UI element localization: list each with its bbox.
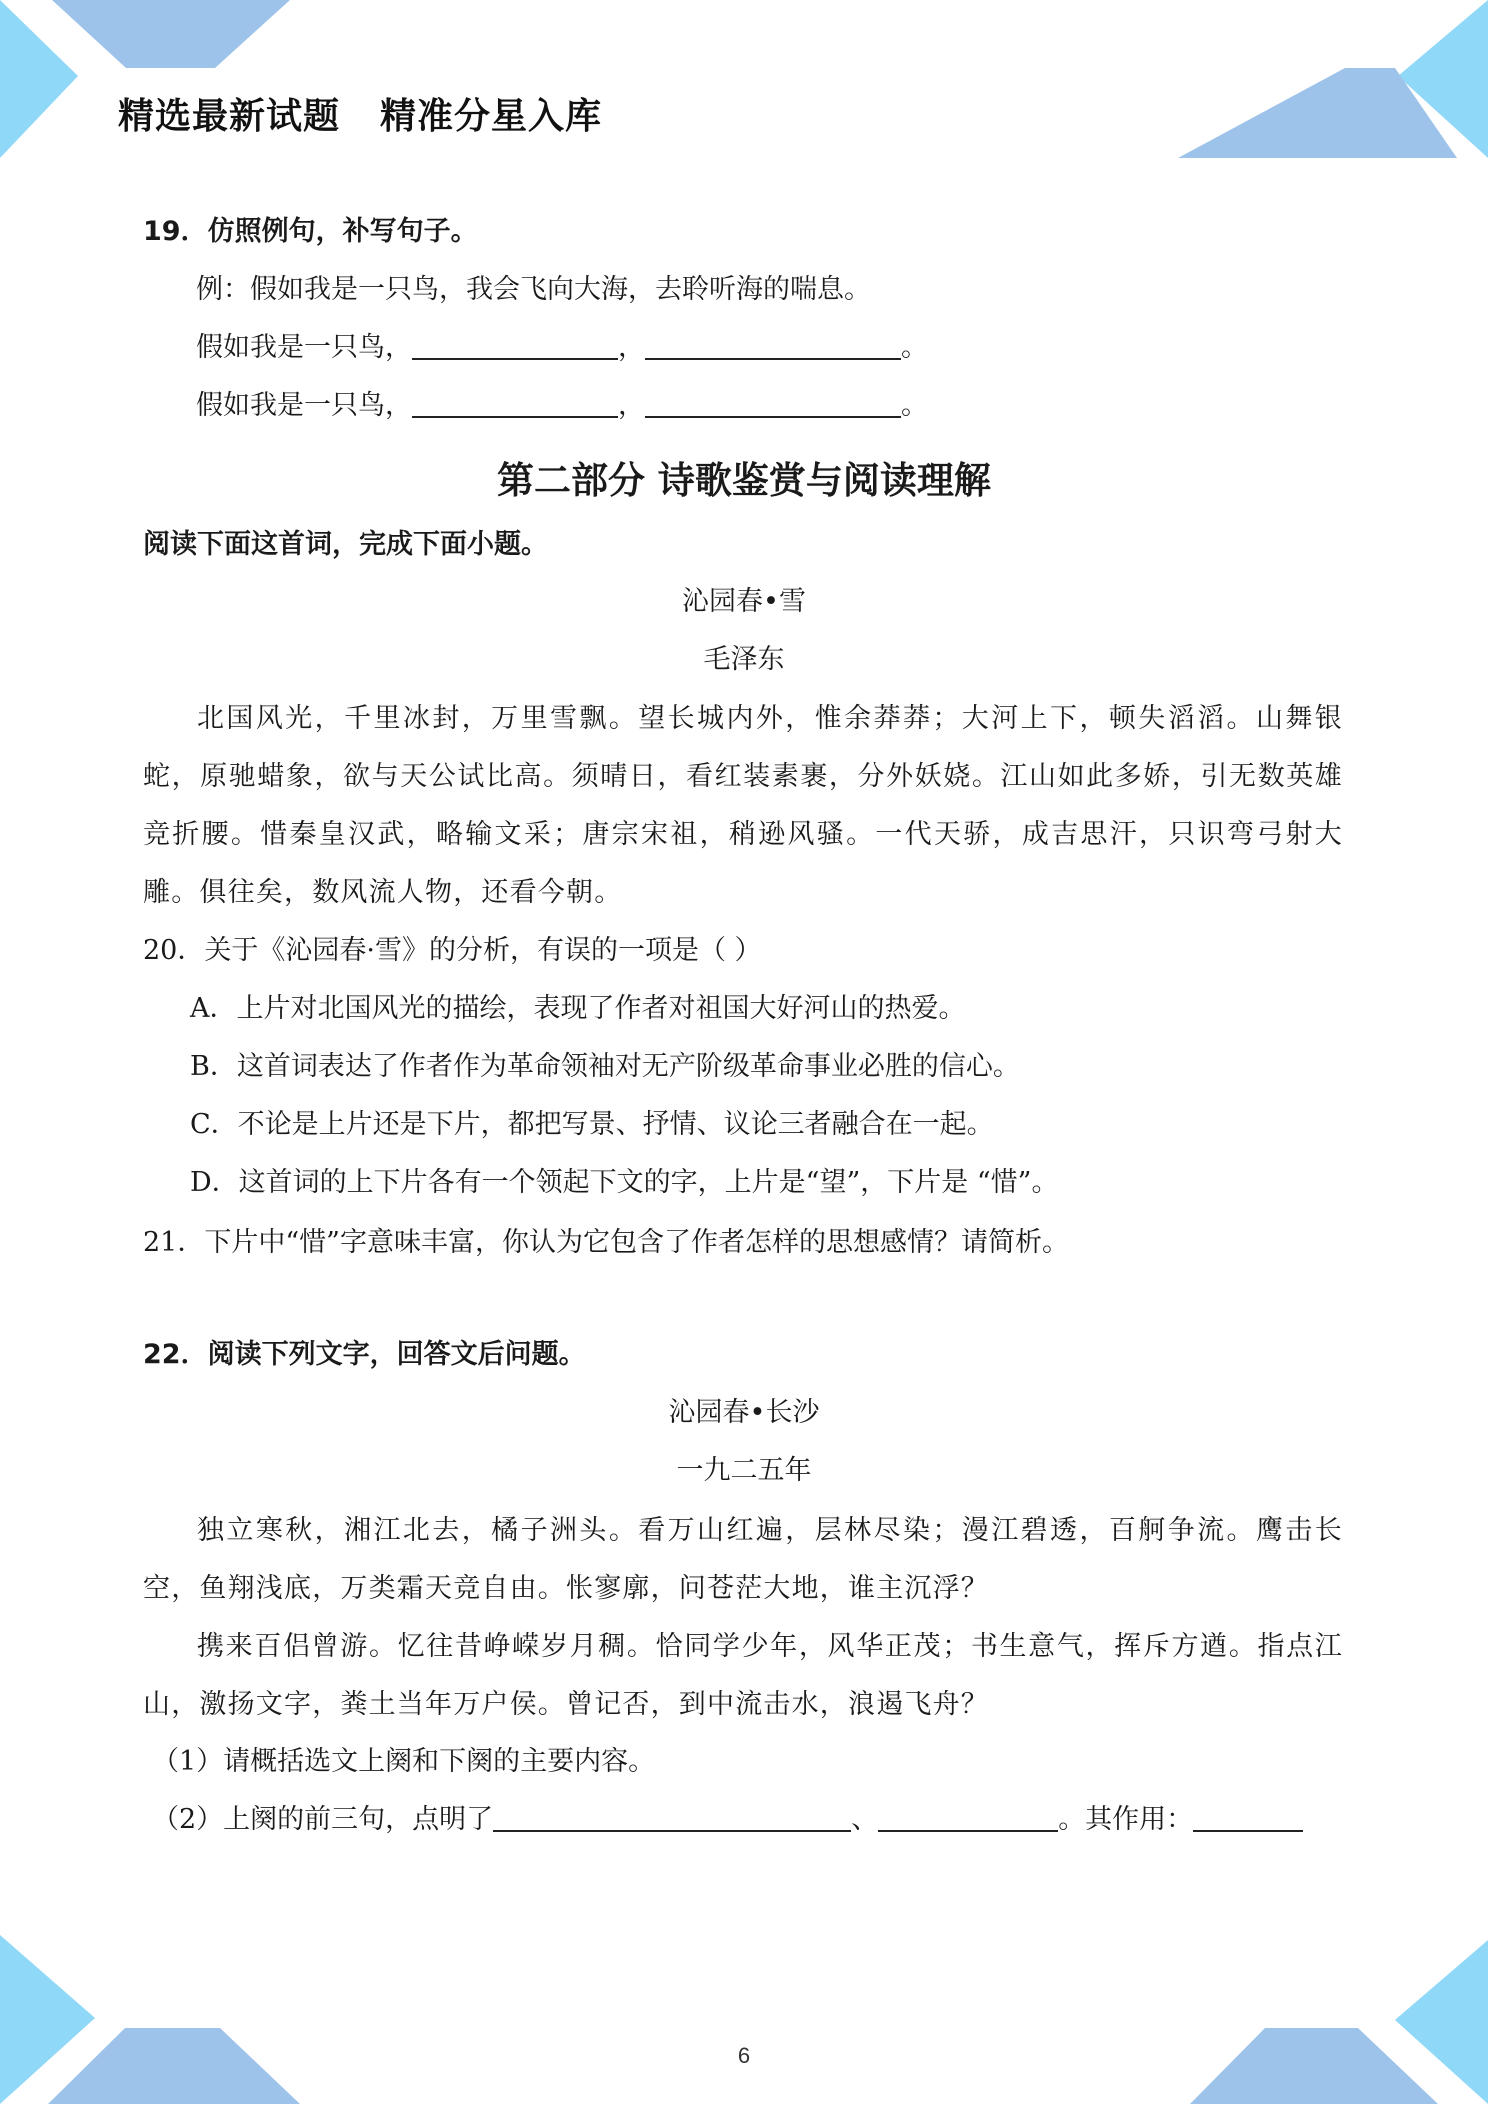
q22-sub2-mid: 。其作用： — [1058, 1804, 1194, 1835]
q19-example: 例：假如我是一只鸟，我会飞向大海，去聆听海的喘息。 — [196, 274, 871, 305]
poem1-text: 北国风光，千里冰封，万里雪飘。望长城内外，惟余莽莽；大河上下，顿失滔滔。山舞银蛇，原驰蜡象，欲与天公试比高。须晴日，看红装素裹，分外妖娆。江山如此多娇，引无数英雄竞折腰。惜秦皇汉武，略输文采；唐宗宋祖，稍逊风骚。一代天骄，成吉思汗，只识弯弓射大雕。俱往矣，数风流人物，还看今朝。 — [143, 703, 1343, 908]
q19-line2-blank-b[interactable] — [645, 390, 901, 418]
q22-sub2-blank-c[interactable] — [1193, 1804, 1303, 1832]
q19-line1-blank-a[interactable] — [412, 332, 618, 360]
poem2-date: 一九二五年 — [676, 1455, 812, 1486]
q22-sub2-blank-b[interactable] — [878, 1804, 1058, 1832]
q19-line1-prefix: 假如我是一只鸟， — [196, 332, 412, 363]
q22-title: 22．阅读下列文字，回答文后问题。 — [143, 1339, 586, 1370]
q22-sub1: （1）请概括选文上阕和下阕的主要内容。 — [152, 1746, 656, 1777]
q20-option-c[interactable]: C．不论是上片还是下片，都把写景、抒情、议论三者融合在一起。 — [190, 1109, 994, 1140]
q19-line1-blank-b[interactable] — [645, 332, 901, 360]
poem2-title: 沁园春•长沙 — [668, 1397, 820, 1428]
poem2-para1: 独立寒秋，湘江北去，橘子洲头。看万山红遍，层林尽染；漫江碧透，百舸争流。鹰击长空，鱼翔浅底，万类霜天竞自由。怅寥廓，问苍茫大地，谁主沉浮？ — [143, 1515, 1343, 1604]
q20-option-d[interactable]: D．这首词的上下片各有一个领起下文的字，上片是“望”，下片是 “惜”。 — [190, 1167, 1059, 1198]
q20-stem: 20．关于《沁园春·雪》的分析，有误的一项是（ ） — [143, 935, 762, 966]
q19-line2-period: 。 — [901, 390, 928, 421]
q19-line2-blank-a[interactable] — [412, 390, 618, 418]
q19-line2-prefix: 假如我是一只鸟， — [196, 390, 412, 421]
q19-line2 — [196, 389, 928, 423]
q20-option-a[interactable]: A．上片对北国风光的描绘，表现了作者对祖国大好河山的热爱。 — [190, 993, 966, 1024]
q19-line1-period: 。 — [901, 332, 928, 363]
q20-option-b[interactable]: B．这首词表达了作者作为革命领袖对无产阶级革命事业必胜的信心。 — [190, 1051, 1020, 1082]
q19-title: 19．仿照例句，补写句子。 — [143, 216, 478, 247]
q21-stem: 21．下片中“惜”字意味丰富，你认为它包含了作者怎样的思想感情？请简析。 — [143, 1227, 1069, 1258]
q22-sub2 — [152, 1803, 1303, 1837]
header-banner — [118, 88, 602, 139]
q19-line2-comma: ， — [618, 390, 645, 421]
page-number: 6 — [737, 2043, 751, 2068]
poem1-author: 毛泽东 — [703, 644, 785, 675]
section-title: 第二部分 诗歌鉴赏与阅读理解 — [497, 459, 991, 502]
q19-line1 — [196, 331, 928, 365]
section-instruction: 阅读下面这首词，完成下面小题。 — [143, 529, 548, 560]
q22-sub2-prefix: （2）上阕的前三句，点明了 — [152, 1804, 494, 1835]
q19-line1-comma: ， — [618, 332, 645, 363]
poem2-para2: 携来百侣曾游。忆往昔峥嵘岁月稠。恰同学少年，风华正茂；书生意气，挥斥方遒。指点江山，激扬文字，粪土当年万户侯。曾记否，到中流击水，浪遏飞舟？ — [143, 1631, 1343, 1720]
q22-sub2-blank-a[interactable] — [493, 1804, 851, 1832]
poem1-title: 沁园春•雪 — [682, 586, 806, 617]
banner-left-text: 精选最新试题 — [118, 96, 341, 137]
q22-sub2-sep: 、 — [851, 1804, 879, 1835]
banner-right-text: 精准分星入库 — [380, 96, 603, 137]
